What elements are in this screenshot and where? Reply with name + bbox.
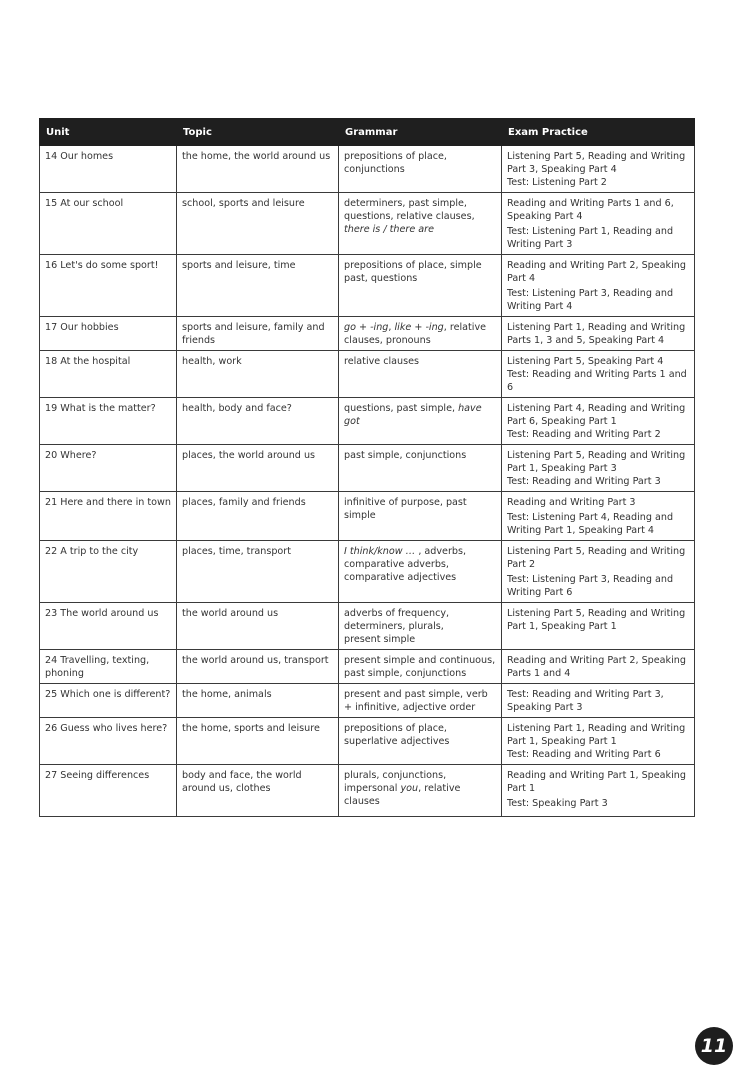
syllabus-table xyxy=(39,118,695,817)
grammar-text: present and past simple, verb + infinitive, adjective order xyxy=(344,689,488,713)
exam-text: Listening Part 5, Reading and Writing Part 1, Speaking Part 3 xyxy=(507,450,686,474)
unit-cell: 20 Where? xyxy=(40,445,177,492)
exam-cell xyxy=(502,445,695,492)
exam-cell xyxy=(502,684,695,718)
test-text: Test: Reading and Writing Parts 1 and 6 xyxy=(507,369,687,393)
topic-cell: the home, animals xyxy=(177,684,339,718)
exam-text: Listening Part 1, Reading and Writing Parts 1, 3 and 5, Speaking Part 4 xyxy=(507,322,686,346)
unit-cell: 23 The world around us xyxy=(40,603,177,650)
unit-cell: 18 At the hospital xyxy=(40,351,177,398)
exam-cell xyxy=(502,255,695,317)
unit-cell: 16 Let's do some sport! xyxy=(40,255,177,317)
unit-cell: 15 At our school xyxy=(40,193,177,255)
table-row xyxy=(40,255,695,317)
grammar-text: relative clauses xyxy=(344,356,420,367)
exam-cell xyxy=(502,603,695,650)
grammar-text: prepositions of place, simple past, questions xyxy=(344,260,482,284)
exam-text: Listening Part 5, Reading and Writing Part 1, Speaking Part 1 xyxy=(507,608,686,632)
exam-cell xyxy=(502,765,695,817)
unit-cell: 24 Travelling, texting, phoning xyxy=(40,650,177,684)
grammar-text: , relative clauses xyxy=(344,783,461,807)
exam-text: Listening Part 5, Reading and Writing Part 3, Speaking Part 4 xyxy=(507,151,686,175)
exam-cell xyxy=(502,650,695,684)
table-row xyxy=(40,765,695,817)
grammar-cell xyxy=(339,765,502,817)
topic-cell: body and face, the world around us, clothes xyxy=(177,765,339,817)
topic-cell: the world around us, transport xyxy=(177,650,339,684)
grammar-italic-text: go + -ing xyxy=(344,322,389,333)
topic-cell: sports and leisure, family and friends xyxy=(177,317,339,351)
test-text: Test: Reading and Writing Part 2 xyxy=(507,429,661,440)
exam-text: Reading and Writing Part 2, Speaking Parts 1 and 4 xyxy=(507,655,686,679)
table-row xyxy=(40,603,695,650)
grammar-italic-text: have got xyxy=(344,403,482,427)
grammar-text: determiners, past simple, questions, relative clauses, xyxy=(344,198,475,222)
topic-cell: places, the world around us xyxy=(177,445,339,492)
grammar-text: prepositions of place, superlative adjectives xyxy=(344,723,450,747)
grammar-cell xyxy=(339,193,502,255)
grammar-text: past simple, conjunctions xyxy=(344,450,467,461)
unit-cell: 21 Here and there in town xyxy=(40,492,177,541)
unit-cell: 14 Our homes xyxy=(40,146,177,193)
table-row xyxy=(40,398,695,445)
test-text: Test: Listening Part 4, Reading and Writing Part 1, Speaking Part 4 xyxy=(507,512,674,536)
table-row xyxy=(40,650,695,684)
exam-text: Listening Part 5, Reading and Writing Part 2 xyxy=(507,546,686,570)
topic-cell: places, family and friends xyxy=(177,492,339,541)
unit-cell: 26 Guess who lives here? xyxy=(40,718,177,765)
exam-cell xyxy=(502,193,695,255)
unit-cell: 17 Our hobbies xyxy=(40,317,177,351)
unit-cell: 19 What is the matter? xyxy=(40,398,177,445)
grammar-cell xyxy=(339,146,502,193)
grammar-text: prepositions of place, conjunctions xyxy=(344,151,447,175)
exam-cell xyxy=(502,317,695,351)
unit-cell: 22 A trip to the city xyxy=(40,541,177,603)
grammar-cell xyxy=(339,718,502,765)
grammar-cell xyxy=(339,445,502,492)
exam-text: Listening Part 4, Reading and Writing Part 6, Speaking Part 1 xyxy=(507,403,686,427)
test-text: Test: Listening Part 2 xyxy=(507,177,607,188)
test-text: Test: Reading and Writing Part 3 xyxy=(507,476,661,487)
grammar-cell xyxy=(339,541,502,603)
page-number-badge: 11 xyxy=(695,1027,733,1065)
exam-text: Reading and Writing Part 1, Speaking Part 1 xyxy=(507,770,686,794)
exam-text: Reading and Writing Part 2, Speaking Part 4 xyxy=(507,260,686,284)
test-text: Test: Listening Part 3, Reading and Writing Part 4 xyxy=(507,288,674,312)
grammar-italic-text: like + -ing xyxy=(394,322,444,333)
topic-cell: health, work xyxy=(177,351,339,398)
table-row xyxy=(40,146,695,193)
exam-text: Listening Part 5, Speaking Part 4 xyxy=(507,356,664,367)
topic-cell: the world around us xyxy=(177,603,339,650)
topic-cell: the home, the world around us xyxy=(177,146,339,193)
grammar-cell xyxy=(339,492,502,541)
exam-cell xyxy=(502,718,695,765)
grammar-text: present simple and continuous, past simple, conjunctions xyxy=(344,655,496,679)
table-row xyxy=(40,351,695,398)
table-row xyxy=(40,317,695,351)
grammar-cell xyxy=(339,650,502,684)
grammar-text: , relative clauses, pronouns xyxy=(344,322,487,346)
column-header-exam-practice: Exam Practice xyxy=(502,119,695,146)
topic-cell: health, body and face? xyxy=(177,398,339,445)
unit-cell: 27 Seeing differences xyxy=(40,765,177,817)
exam-text: Reading and Writing Part 3 xyxy=(507,497,636,508)
column-header-grammar: Grammar xyxy=(339,119,502,146)
column-header-unit: Unit xyxy=(40,119,177,146)
topic-cell: places, time, transport xyxy=(177,541,339,603)
test-text: Test: Reading and Writing Part 6 xyxy=(507,749,661,760)
grammar-italic-text: you xyxy=(400,783,419,794)
grammar-cell xyxy=(339,684,502,718)
exam-cell xyxy=(502,146,695,193)
unit-cell: 25 Which one is different? xyxy=(40,684,177,718)
table-row xyxy=(40,492,695,541)
table-row xyxy=(40,684,695,718)
grammar-text: questions, past simple, xyxy=(344,403,459,414)
grammar-text: present simple xyxy=(344,634,416,645)
test-text: Test: Listening Part 1, Reading and Writing Part 3 xyxy=(507,226,674,250)
table-row xyxy=(40,541,695,603)
grammar-cell xyxy=(339,317,502,351)
exam-cell xyxy=(502,492,695,541)
table-row xyxy=(40,193,695,255)
grammar-text: , xyxy=(388,322,395,333)
grammar-cell xyxy=(339,351,502,398)
grammar-cell xyxy=(339,398,502,445)
exam-text: Listening Part 1, Reading and Writing Part 1, Speaking Part 1 xyxy=(507,723,686,747)
topic-cell: sports and leisure, time xyxy=(177,255,339,317)
table-header-row xyxy=(40,119,695,146)
grammar-cell xyxy=(339,603,502,650)
grammar-italic-text: I think/know … xyxy=(344,546,419,557)
exam-cell xyxy=(502,541,695,603)
grammar-italic-text: there is / there are xyxy=(344,224,435,235)
exam-cell xyxy=(502,398,695,445)
grammar-text: adverbs of frequency, determiners, plurals, xyxy=(344,608,450,632)
table-row xyxy=(40,718,695,765)
topic-cell: school, sports and leisure xyxy=(177,193,339,255)
exam-cell xyxy=(502,351,695,398)
grammar-text: , adverbs, comparative adverbs, comparative adjectives xyxy=(344,546,467,583)
grammar-text: infinitive of purpose, past simple xyxy=(344,497,467,521)
test-text: Test: Speaking Part 3 xyxy=(507,798,608,809)
exam-text: Reading and Writing Parts 1 and 6, Speaking Part 4 xyxy=(507,198,674,222)
topic-cell: the home, sports and leisure xyxy=(177,718,339,765)
column-header-topic: Topic xyxy=(177,119,339,146)
grammar-cell xyxy=(339,255,502,317)
test-text: Test: Listening Part 3, Reading and Writing Part 6 xyxy=(507,574,674,598)
exam-text: Test: Reading and Writing Part 3, Speaking Part 3 xyxy=(507,689,664,713)
table-row xyxy=(40,445,695,492)
grammar-text: plurals, conjunctions, impersonal xyxy=(344,770,447,794)
